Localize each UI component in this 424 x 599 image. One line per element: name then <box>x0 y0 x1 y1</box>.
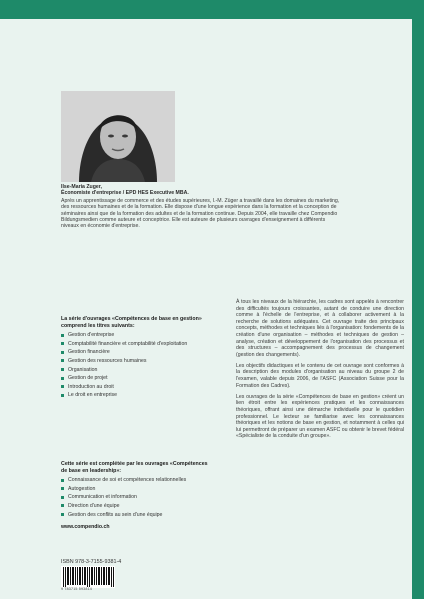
author-bio-text: Après un apprentissage de commerce et des études supérieures, I.-M. Züger a travaillé dans les domaines du marketing, des ressources humaines et de la formation. Elle dispose d'une longue expérience dans la formation et la conception de séminaires ainsi que de la formation des adultes et de la formation continue. Depuis 2004, elle travaille chez Compendio Bildungsmedien comme auteure et conceptrice. Elle est auteure de plusieurs ouvrages d'enseignement à différents niveaux en économie d'entreprise. <box>61 197 340 230</box>
series-basics-list <box>61 332 211 399</box>
series-leadership <box>61 461 211 518</box>
list-item: Gestion de projet <box>61 375 211 381</box>
list-item: Gestion financière <box>61 349 211 355</box>
top-accent-bar <box>0 0 424 19</box>
list-item: Connaissance de soi et compétences relationnelles <box>61 477 211 483</box>
series-column <box>61 316 211 530</box>
website-link[interactable]: www.compendio.ch <box>61 523 110 530</box>
description-paragraph: Les objectifs didactiques et le contenu de cet ouvrage sont conformes à la description des modules d'organisation au niveau du groupe 2 de l'examen, valable depuis 2006, de l'ASFC (Association Suisse pour la Formation des Cadres). <box>236 362 404 389</box>
isbn-label: ISBN 978-3-7155-9381-4 <box>61 559 122 565</box>
series-leadership-heading: Cette série est complétée par les ouvrages «Compétences de base en leadership»: <box>61 461 208 474</box>
author-bio <box>61 184 343 230</box>
list-item: Autogestion <box>61 486 211 492</box>
description-paragraph: Les ouvrages de la série «Compétences de base en gestion» créent un lien étroit entre les expériences pratiques et les connaissances théoriques, offrant ainsi une démarche individuelle pour le quotidien professionnel. Le lecteur se familiarise avec les connaissances théoriques et les notions de base en gestion, et notamment à celles qui lui permettront de préparer un examen ASFC ou obtenir le brevet fédéral «Spécialiste de la conduite d'un groupe». <box>236 393 404 440</box>
barcode <box>61 566 115 588</box>
list-item: Introduction au droit <box>61 384 211 390</box>
list-item: Comptabilité financière et comptabilité d'exploitation <box>61 341 211 347</box>
list-item: Gestion d'entreprise <box>61 332 211 338</box>
series-basics <box>61 316 211 461</box>
author-title: Économiste d'entreprise / EPD HES Executive MBA. <box>61 190 189 197</box>
list-item: Direction d'une équipe <box>61 503 211 509</box>
barcode-digits: 9 783715 593814 <box>61 587 92 591</box>
author-name: Ilse-Maria Zuger, <box>61 184 102 190</box>
description-column <box>236 299 404 444</box>
list-item: Communication et information <box>61 494 211 500</box>
author-photo <box>61 91 175 182</box>
list-item: Le droit en entreprise <box>61 392 211 398</box>
list-item: Gestion des ressources humaines <box>61 358 211 364</box>
series-leadership-list <box>61 477 211 518</box>
description-paragraph: À tous les niveaux de la hiérarchie, les cadres sont appelés à rencontrer des difficultés toujours croissantes, autant de conduire une direction comme à l'échelle de l'entreprise, et à collaborer activement à la recherche de solutions adéquates. Cet ouvrage traite des principaux concepts, méthodes et techniques liés à l'organisation: fondements de la création d'une organisation – méthodes et techniques de gestion – analyse, création et développement de l'organisation des processus et des structures – accompagnement des processus de changement (gestion des changements). <box>236 299 404 358</box>
list-item: Organisation <box>61 367 211 373</box>
series-basics-heading: La série d'ouvrages «Compétences de base en gestion» comprend les titres suivants: <box>61 316 202 329</box>
list-item: Gestion des conflits au sein d'une équipe <box>61 512 211 518</box>
right-accent-bar <box>412 0 424 599</box>
